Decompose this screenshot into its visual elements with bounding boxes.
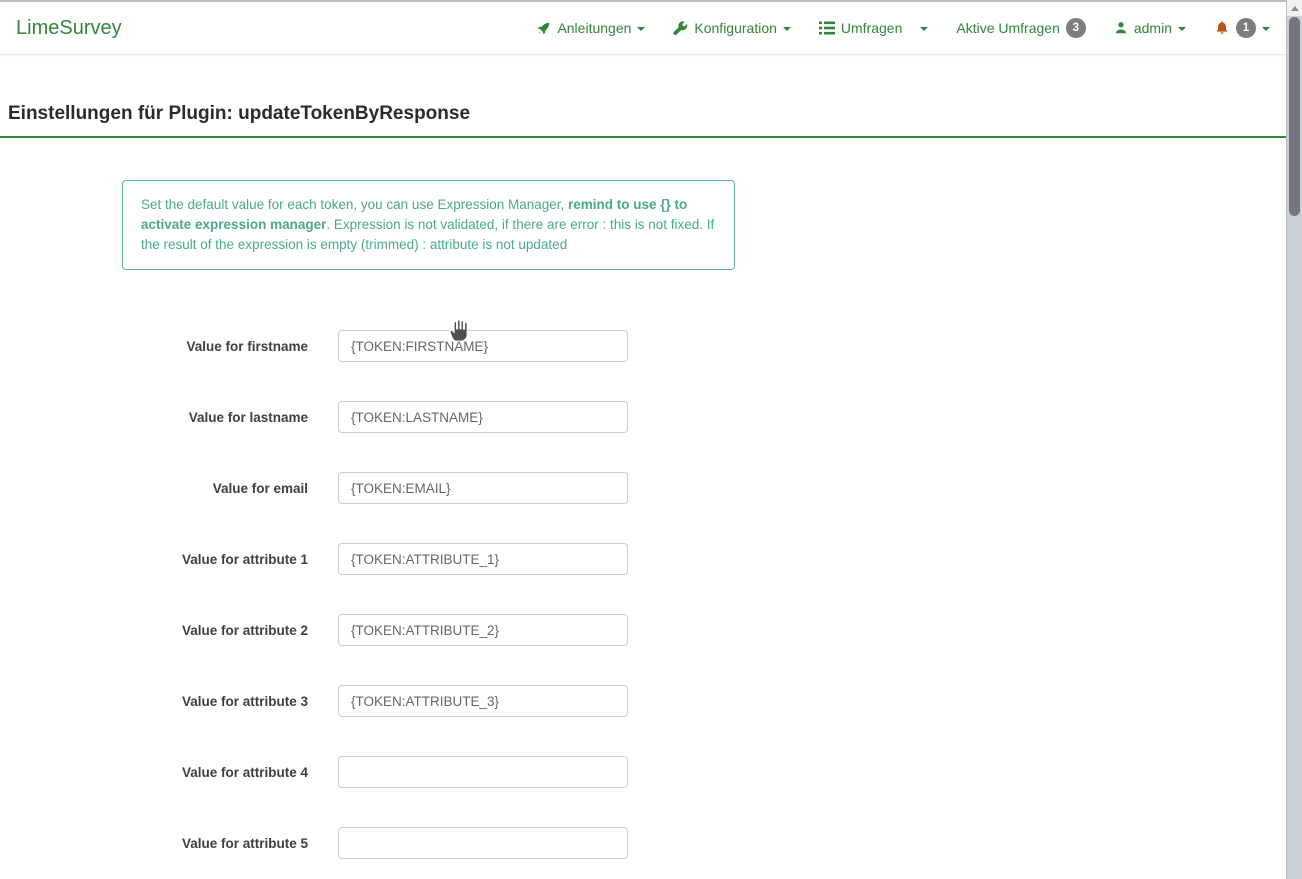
rocket-icon <box>536 21 551 36</box>
nav-item-label: Aktive Umfragen <box>956 20 1060 36</box>
page-title: Einstellungen für Plugin: updateTokenByResponse <box>8 103 471 124</box>
surveys-nav-group <box>819 20 928 36</box>
field-label-attribute-2: Value for attribute 2 <box>181 622 308 638</box>
field-label-email: Value for email <box>212 480 308 496</box>
field-label-lastname: Value for lastname <box>188 409 308 425</box>
nav-item-label: admin <box>1133 20 1172 36</box>
vertical-scrollbar[interactable] <box>1286 0 1302 879</box>
nav-item-konfiguration[interactable] <box>673 20 791 36</box>
caret-down-icon <box>920 27 928 31</box>
nav-item-anleitungen[interactable] <box>536 20 645 36</box>
page-header <box>0 55 1286 138</box>
field-row <box>0 614 1286 646</box>
scrollbar-up-arrow[interactable] <box>1287 0 1302 16</box>
attribute-4-value-input[interactable] <box>338 756 628 788</box>
nav-item-admin[interactable] <box>1114 20 1186 36</box>
attribute-1-value-input[interactable] <box>338 543 628 575</box>
field-row <box>0 401 1286 433</box>
brand-link[interactable]: LimeSurvey <box>16 16 122 39</box>
lastname-value-input[interactable] <box>338 401 628 433</box>
email-value-input[interactable] <box>338 472 628 504</box>
field-row <box>0 685 1286 717</box>
scrollbar-thumb[interactable] <box>1289 17 1300 216</box>
navbar-menu <box>536 18 1270 38</box>
arrow-up-icon <box>1291 6 1299 11</box>
info-text-end: . Expression is not validated, if there are error : this is not fixed. If the result of the expression is empty (trimmed) : attribute is not updated <box>141 217 715 252</box>
field-row <box>0 756 1286 788</box>
caret-down-icon <box>783 27 791 31</box>
field-row <box>0 472 1286 504</box>
active-surveys-count-badge: 3 <box>1066 18 1086 38</box>
field-row <box>0 330 1286 362</box>
top-navbar <box>0 0 1286 55</box>
field-label-attribute-3: Value for attribute 3 <box>181 693 308 709</box>
wrench-icon <box>673 21 688 36</box>
attribute-5-value-input[interactable] <box>338 827 628 859</box>
list-icon <box>819 20 835 36</box>
nav-item-notifications[interactable] <box>1214 18 1270 38</box>
notification-count-badge: 1 <box>1236 18 1256 38</box>
info-text-bold: remind to use {} to activate expression manager <box>141 197 688 232</box>
plugin-settings-form <box>0 330 1286 859</box>
user-icon <box>1114 21 1128 35</box>
caret-down-icon <box>1262 27 1270 31</box>
field-label-attribute-4: Value for attribute 4 <box>181 764 308 780</box>
surveys-dropdown-toggle[interactable] <box>920 25 928 31</box>
plugin-info-box <box>122 180 735 270</box>
field-label-attribute-5: Value for attribute 5 <box>181 835 308 851</box>
field-row <box>0 827 1286 859</box>
nav-item-aktive-umfragen[interactable] <box>956 18 1085 38</box>
info-text-start: Set the default value for each token, you can use Expression Manager, <box>141 197 569 212</box>
nav-item-label: Konfiguration <box>694 20 777 36</box>
nav-item-label: Anleitungen <box>557 20 632 36</box>
field-label-attribute-1: Value for attribute 1 <box>181 551 308 567</box>
caret-down-icon <box>1178 27 1186 31</box>
caret-down-icon <box>637 27 645 31</box>
nav-item-umfragen[interactable] <box>819 20 902 36</box>
firstname-value-input[interactable] <box>338 330 628 362</box>
field-label-firstname: Value for firstname <box>186 338 308 354</box>
bell-icon <box>1214 20 1230 36</box>
nav-item-label: Umfragen <box>840 20 903 36</box>
field-row <box>0 543 1286 575</box>
attribute-3-value-input[interactable] <box>338 685 628 717</box>
attribute-2-value-input[interactable] <box>338 614 628 646</box>
